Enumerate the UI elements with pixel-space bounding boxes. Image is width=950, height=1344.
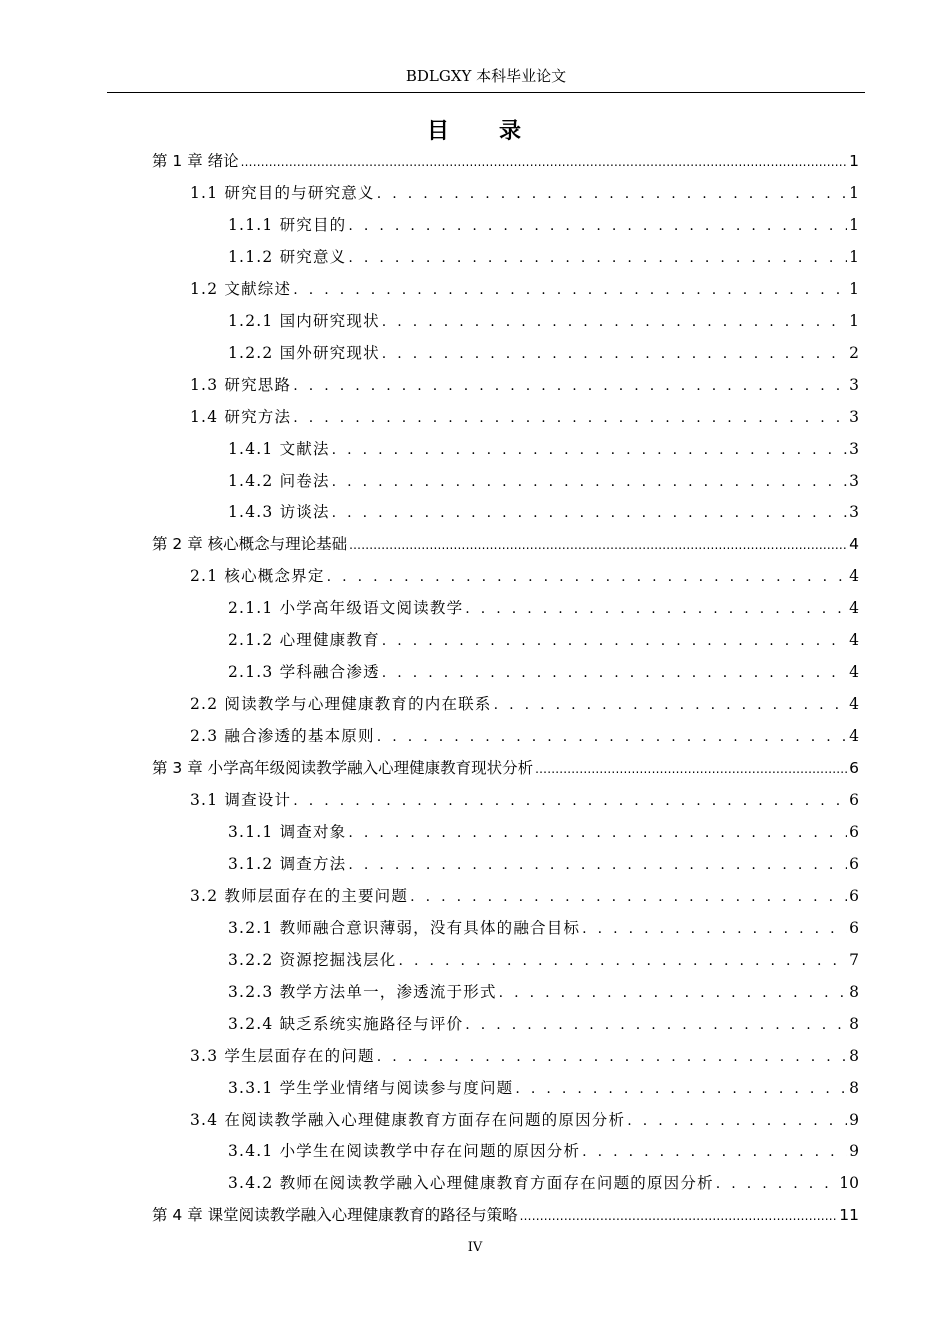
- toc-entry-title: 2.1.1 小学高年级语文阅读教学: [228, 599, 464, 618]
- toc-dot-leader: [348, 850, 847, 880]
- toc-entry[interactable]: [228, 945, 859, 975]
- toc-entry[interactable]: [190, 561, 859, 591]
- toc-dot-leader: [499, 978, 847, 1008]
- toc-dot-leader: [398, 946, 847, 976]
- toc-dot-leader: [582, 1137, 847, 1167]
- toc-dot-leader: [377, 1042, 847, 1072]
- toc-entry-title: 1.4 研究方法: [190, 407, 292, 426]
- toc-entry-page: 4: [849, 567, 859, 586]
- toc-entry[interactable]: [228, 1136, 859, 1166]
- toc-dot-leader: [515, 1074, 847, 1104]
- toc-entry[interactable]: [228, 242, 859, 272]
- page-header: [107, 64, 865, 93]
- toc-entry-page: 1: [849, 152, 859, 170]
- toc-dot-leader: [348, 211, 847, 241]
- toc-entry[interactable]: [152, 753, 859, 783]
- toc-entry-page: 1: [849, 279, 859, 298]
- toc-entry-page: 8: [849, 1014, 859, 1033]
- toc-dot-leader: [293, 786, 847, 816]
- toc-dot-leader: [327, 562, 848, 592]
- toc-entry[interactable]: [228, 1073, 859, 1103]
- toc-entry-title: 1.4.1 文献法: [228, 439, 330, 458]
- toc-dot-leader: [465, 1010, 847, 1040]
- toc-entry-title: 1.2 文献综述: [190, 279, 292, 298]
- toc-entry[interactable]: [190, 785, 859, 815]
- toc-entry-page: 1: [849, 247, 859, 266]
- toc-entry[interactable]: [228, 306, 859, 336]
- toc-dot-leader: [582, 914, 847, 944]
- toc-entry[interactable]: [152, 529, 859, 559]
- toc-entry-page: 4: [849, 727, 859, 746]
- toc-entry-page: 3: [849, 503, 859, 522]
- toc-entry-page: 6: [849, 759, 859, 778]
- toc-entry[interactable]: [190, 881, 859, 911]
- toc-entry-title: 第 3 章 小学高年级阅读教学融入心理健康教育现状分析: [152, 759, 534, 778]
- toc-entry[interactable]: [228, 338, 859, 368]
- toc-dot-leader: [410, 882, 847, 912]
- toc-entry-title: 2.2 阅读教学与心理健康教育的内在联系: [190, 695, 492, 714]
- toc-dot-leader: [465, 594, 847, 624]
- page-number: IV: [467, 1240, 483, 1255]
- toc-entry-page: 9: [849, 1110, 859, 1129]
- toc-entry-title: 1.4.2 问卷法: [228, 471, 330, 490]
- toc-entry-page: 3: [849, 439, 859, 458]
- toc-dot-leader: [293, 403, 847, 433]
- toc-entry-page: 4: [849, 599, 859, 618]
- toc-entry-title: 1.4.3 访谈法: [228, 503, 330, 522]
- toc-entry-page: 3: [849, 471, 859, 490]
- toc-entry-title: 第 1 章 绪论: [152, 152, 239, 170]
- toc-entry[interactable]: [190, 178, 859, 208]
- toc-entry-title: 3.2 教师层面存在的主要问题: [190, 886, 409, 905]
- toc-entry-page: 1: [849, 311, 859, 330]
- toc-dot-leader: [348, 818, 847, 848]
- toc-entry[interactable]: [228, 817, 859, 847]
- toc-entry-title: 2.1 核心概念界定: [190, 567, 325, 586]
- toc-dot-leader: [348, 243, 847, 273]
- toc-entry-title: 2.1.3 学科融合渗透: [228, 663, 380, 682]
- toc-dot-leader: [377, 722, 847, 752]
- toc-entry-page: 2: [849, 343, 859, 362]
- toc-entry-title: 3.1 调查设计: [190, 791, 292, 809]
- toc-entry-page: 6: [849, 822, 859, 841]
- toc-entry-title: 1.1.2 研究意义: [228, 247, 347, 266]
- toc-entry-page: 4: [849, 663, 859, 682]
- toc-entry-title: 3.2.1 教师融合意识薄弱，没有具体的融合目标: [228, 918, 581, 937]
- toc-entry-title: 3.2.3 教学方法单一，渗透流于形式: [228, 982, 497, 1001]
- toc-entry-title: 2.1.2 心理健康教育: [228, 631, 380, 650]
- toc-entry[interactable]: [228, 497, 859, 527]
- toc-dot-leader: [332, 467, 847, 497]
- toc-entry-title: 3.2.4 缺乏系统实施路径与评价: [228, 1014, 464, 1033]
- toc-entry[interactable]: [228, 625, 859, 655]
- toc-entry[interactable]: [228, 466, 859, 496]
- toc-entry-page: 4: [849, 631, 859, 650]
- toc-dot-leader: [535, 754, 847, 784]
- toc-entry[interactable]: [152, 1200, 859, 1230]
- toc-entry-page: 1: [849, 215, 859, 234]
- toc-entry[interactable]: [152, 146, 859, 176]
- toc-dot-leader: [627, 1106, 847, 1136]
- toc-entry-page: 4: [849, 695, 859, 714]
- toc-entry-title: 3.3.1 学生学业情绪与阅读参与度问题: [228, 1078, 514, 1097]
- toc-entry[interactable]: [228, 593, 859, 623]
- toc-entry-page: 6: [849, 886, 859, 905]
- toc-entry-page: 8: [849, 1046, 859, 1065]
- toc-entry-page: 7: [849, 950, 859, 969]
- toc-entry-title: 3.4.2 教师在阅读教学融入心理健康教育方面存在问题的原因分析: [228, 1174, 714, 1193]
- toc-entry-title: 2.3 融合渗透的基本原则: [190, 727, 375, 746]
- toc-dot-leader: [382, 626, 847, 656]
- toc-dot-leader: [377, 179, 847, 209]
- toc-entry-page: 8: [849, 1078, 859, 1097]
- toc-entry-page: 3: [849, 407, 859, 426]
- toc-entry-page: 6: [849, 918, 859, 937]
- toc-dot-leader: [293, 275, 847, 305]
- toc-entry-title: 3.3 学生层面存在的问题: [190, 1046, 375, 1065]
- toc-entry-title: 3.2.2 资源挖掘浅层化: [228, 950, 397, 969]
- toc-entry[interactable]: [228, 977, 859, 1007]
- toc-entry[interactable]: [190, 1105, 859, 1135]
- toc-entry[interactable]: [228, 210, 859, 240]
- toc-entry[interactable]: [228, 913, 859, 943]
- toc-entry-page: 1: [849, 183, 859, 202]
- toc-entry-title: 1.1 研究目的与研究意义: [190, 183, 375, 202]
- toc-entry-page: 10: [839, 1174, 859, 1193]
- header-text: BDLGXY 本科毕业论文: [405, 67, 567, 85]
- toc-dot-leader: [332, 435, 847, 465]
- toc-entry-title: 3.4 在阅读教学融入心理健康教育方面存在问题的原因分析: [190, 1110, 626, 1129]
- toc-dot-leader: [332, 498, 847, 528]
- toc-dot-leader: [293, 371, 847, 401]
- toc-dot-leader: [716, 1169, 837, 1199]
- toc-dot-leader: [494, 690, 848, 720]
- toc-entry[interactable]: [190, 721, 859, 751]
- toc-entry-title: 第 4 章 课堂阅读教学融入心理健康教育的路径与策略: [152, 1206, 518, 1225]
- toc-entry[interactable]: [228, 657, 859, 687]
- toc-entry[interactable]: [190, 274, 859, 304]
- toc-entry-title: 3.4.1 小学生在阅读教学中存在问题的原因分析: [228, 1142, 581, 1161]
- toc-entry-page: 11: [839, 1206, 859, 1225]
- toc-dot-leader: [382, 339, 847, 369]
- toc-entry-title: 1.2.1 国内研究现状: [228, 311, 380, 330]
- toc-dot-leader: [241, 147, 847, 177]
- toc-entry-title: 1.3 研究思路: [190, 375, 292, 394]
- toc-entry-page: 4: [849, 535, 859, 554]
- page-title: 目 录: [426, 119, 523, 144]
- toc-entry-title: 1.2.2 国外研究现状: [228, 343, 380, 362]
- toc-dot-leader: [382, 307, 847, 337]
- toc-dot-leader: [349, 530, 847, 560]
- toc-entry-page: 6: [849, 791, 859, 809]
- toc-entry[interactable]: [228, 1009, 859, 1039]
- toc-entry[interactable]: [228, 434, 859, 464]
- toc-entry[interactable]: [190, 1041, 859, 1071]
- toc-dot-leader: [382, 658, 847, 688]
- toc-entry[interactable]: [190, 402, 859, 432]
- toc-entry[interactable]: [228, 1168, 859, 1198]
- toc-entry-page: 3: [849, 375, 859, 394]
- toc-entry-title: 第 2 章 核心概念与理论基础: [152, 535, 348, 554]
- toc-entry-page: 6: [849, 854, 859, 873]
- toc-entry-page: 8: [849, 982, 859, 1001]
- toc-entry-title: 3.1.2 调查方法: [228, 854, 347, 873]
- toc-entry[interactable]: [190, 370, 859, 400]
- toc-dot-leader: [520, 1201, 838, 1231]
- toc-entry[interactable]: [228, 849, 859, 879]
- toc-entry-page: 9: [849, 1142, 859, 1161]
- toc-entry-title: 3.1.1 调查对象: [228, 822, 347, 841]
- toc-entry[interactable]: [190, 689, 859, 719]
- toc-entry-title: 1.1.1 研究目的: [228, 215, 347, 234]
